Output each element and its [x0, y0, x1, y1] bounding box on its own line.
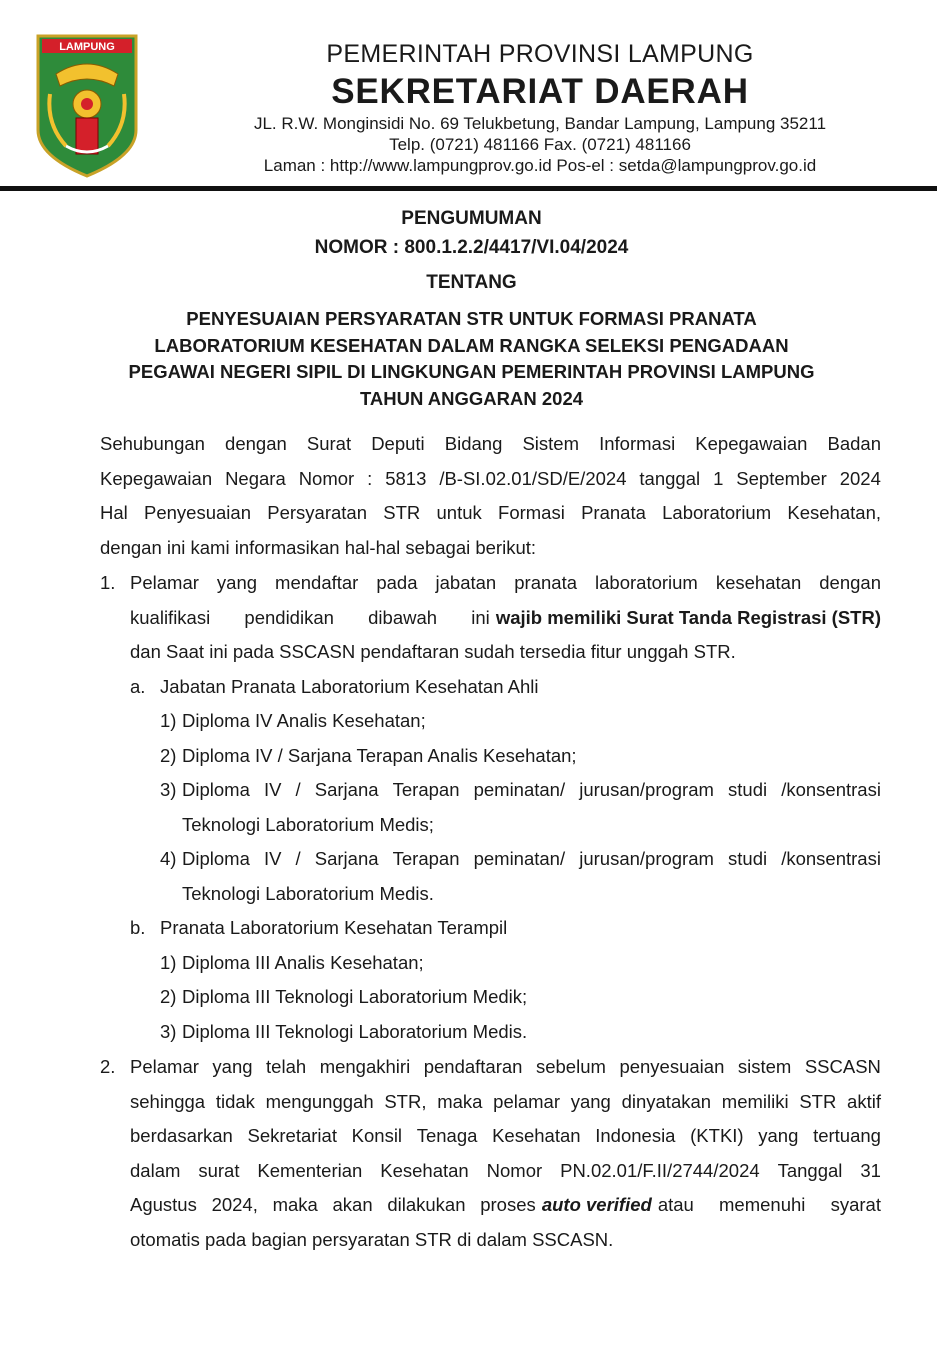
sub-b-item-number: 2): [160, 986, 177, 1007]
svg-text:LAMPUNG: LAMPUNG: [59, 41, 115, 53]
sub-b-item: Diploma III Analis Kesehatan;: [182, 952, 424, 973]
intro-line: Kepegawaian Negara Nomor : 5813 /B-SI.02.01/SD/E/2024 tanggal 1 September 2024: [100, 467, 881, 489]
sub-b-item-number: 1): [160, 952, 177, 973]
subject-line: PENYESUAIAN PERSYARATAN STR UNTUK FORMASI PRANATA: [186, 308, 757, 329]
office-address: JL. R.W. Monginsidi No. 69 Telukbetung, Bandar Lampung, Lampung 35211: [253, 114, 827, 133]
subject-line: TAHUN ANGGARAN 2024: [359, 387, 584, 409]
subject-line: PEGAWAI NEGERI SIPIL DI LINGKUNGAN PEMERINTAH PROVINSI LAMPUNG: [128, 361, 815, 382]
document-type: PENGUMUMAN: [401, 208, 542, 229]
point-1-line: [130, 601, 881, 636]
intro-line: dengan ini kami informasikan hal-hal sebagai berikut:: [100, 536, 537, 558]
intro-line: Sehubungan dengan Surat Deputi Bidang Sistem Informasi Kepegawaian Badan: [100, 433, 881, 454]
sub-b-item: Diploma III Teknologi Laboratorium Medis.: [182, 1021, 528, 1042]
point-2-line: sehingga tidak mengunggah STR, maka pelamar yang dinyatakan memiliki STR aktif: [130, 1090, 881, 1112]
office-web: Laman : http://www.lampungprov.go.id Pos-el : setda@lampungprov.go.id: [263, 156, 817, 175]
document-subject: [0, 306, 943, 412]
lampung-coat-of-arms-logo: [36, 34, 138, 178]
point-2-line: [130, 1188, 881, 1223]
letterhead-divider: [0, 186, 937, 191]
sub-a-item: Diploma IV Analis Kesehatan;: [182, 710, 426, 731]
point-2-line: dalam surat Kementerian Kesehatan Nomor PN.02.01/F.II/2744/2024 Tanggal 31: [130, 1159, 881, 1181]
intro-paragraph: [100, 427, 881, 565]
sub-a-item: Diploma IV / Sarjana Terapan peminatan/ jurusan/program studi /konsentrasi: [182, 848, 881, 869]
sub-b-item-number: 3): [160, 1021, 177, 1042]
intro-line: Hal Penyesuaian Persyaratan STR untuk Formasi Pranata Laboratorium Kesehatan,: [100, 502, 881, 524]
subject-line: LABORATORIUM KESEHATAN DALAM RANGKA SELEKSI PENGADAAN: [154, 334, 789, 356]
sub-a-item-cont: Teknologi Laboratorium Medis;: [182, 814, 434, 835]
sub-a-item-number: 2): [160, 745, 177, 766]
office-name: SEKRETARIAT DAERAH: [331, 72, 749, 111]
office-phone: Telp. (0721) 481166 Fax. (0721) 481166: [389, 135, 691, 154]
point-1-line: Pelamar yang mendaftar pada jabatan pranata laboratorium kesehatan dengan: [130, 572, 881, 593]
point-2-emphasis: auto verified: [541, 1194, 652, 1216]
sub-a-item-cont: Teknologi Laboratorium Medis.: [182, 883, 434, 904]
point-2-line: berdasarkan Sekretariat Konsil Tenaga Kesehatan Indonesia (KTKI) yang tertuang: [130, 1125, 881, 1147]
sub-b-title: Pranata Laboratorium Kesehatan Terampil: [160, 917, 508, 938]
point-1-number: 1.: [100, 572, 116, 593]
point-2-line5-text: Agustus 2024, maka akan dilakukan proses: [130, 1194, 536, 1216]
sub-a-letter: a.: [130, 676, 146, 697]
point-1-text: [130, 566, 881, 670]
point-1-line2-text: kualifikasi pendidikan dibawah ini: [130, 606, 490, 628]
point-2-line5-tail: atau memenuhi syarat: [657, 1194, 881, 1216]
sub-a-item-number: 3): [160, 779, 177, 800]
point-2-number: 2.: [100, 1056, 116, 1077]
sub-b-letter: b.: [130, 917, 146, 938]
sub-a-item: Diploma IV / Sarjana Terapan Analis Kesehatan;: [182, 745, 577, 766]
point-1-emphasis: wajib memiliki Surat Tanda Registrasi (STR): [495, 606, 881, 628]
document-about: TENTANG: [426, 272, 517, 293]
sub-a-item-number: 1): [160, 710, 177, 731]
point-2-line: Pelamar yang telah mengakhiri pendaftaran sebelum penyesuaian sistem SSCASN: [130, 1056, 881, 1077]
sub-b-item: Diploma III Teknologi Laboratorium Medik;: [182, 986, 528, 1007]
sub-a-item-number: 4): [160, 848, 177, 869]
sub-a-title: Jabatan Pranata Laboratorium Kesehatan Ahli: [160, 676, 539, 697]
government-name: PEMERINTAH PROVINSI LAMPUNG: [326, 40, 754, 68]
document-number: NOMOR : 800.1.2.2/4417/VI.04/2024: [314, 237, 629, 258]
sub-a-item: Diploma IV / Sarjana Terapan peminatan/ jurusan/program studi /konsentrasi: [182, 779, 881, 800]
point-1-line: dan Saat ini pada SSCASN pendaftaran sudah tersedia fitur unggah STR.: [130, 641, 736, 663]
point-2-text: [130, 1050, 881, 1258]
point-2-line: otomatis pada bagian persyaratan STR di dalam SSCASN.: [130, 1228, 614, 1250]
